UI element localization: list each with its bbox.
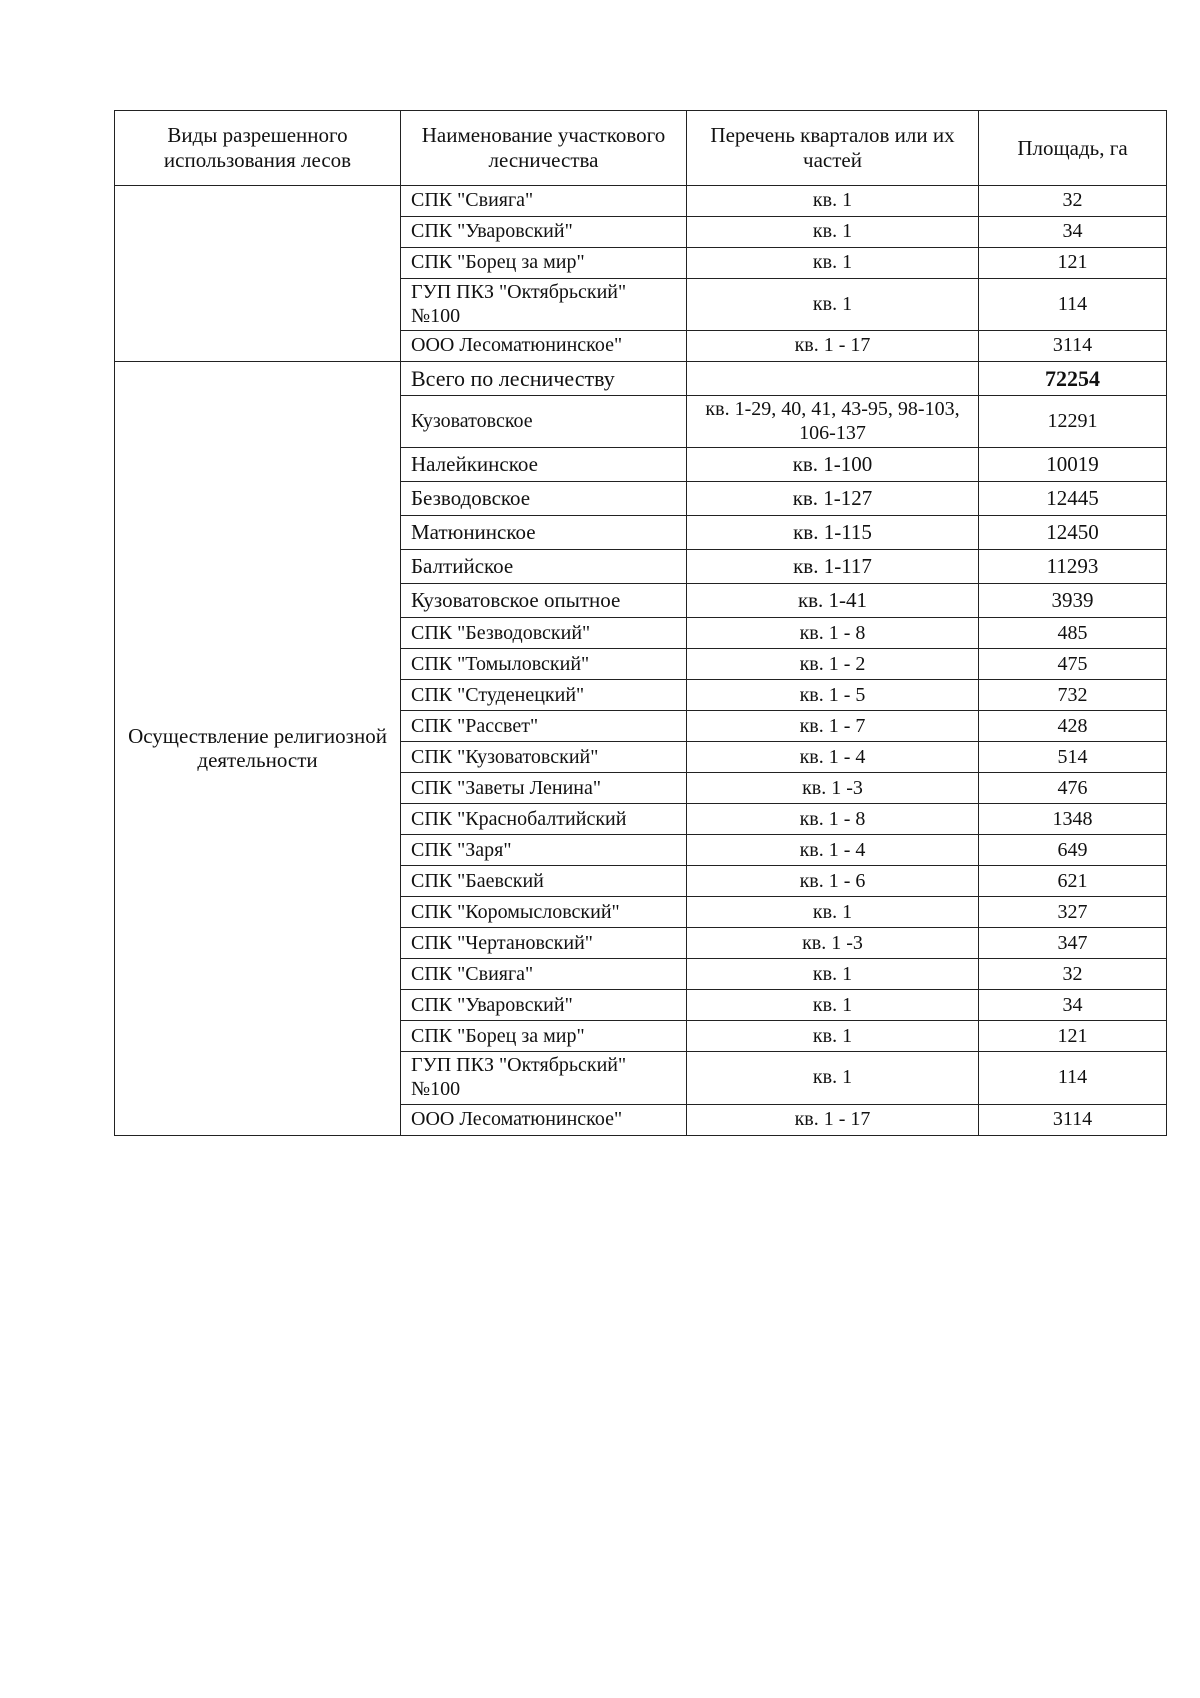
area-cell: 121 bbox=[979, 1021, 1167, 1052]
forestry-name-cell: СПК "Уваровский" bbox=[401, 990, 687, 1021]
area-cell: 428 bbox=[979, 711, 1167, 742]
area-cell: 3114 bbox=[979, 1104, 1167, 1135]
area-cell: 12450 bbox=[979, 516, 1167, 550]
forest-use-table bbox=[114, 110, 1167, 1136]
forestry-name-cell: СПК "Студенецкий" bbox=[401, 680, 687, 711]
header-forestry-name: Наименование участкового лесничества bbox=[401, 111, 687, 186]
area-cell: 32 bbox=[979, 959, 1167, 990]
quarters-cell: кв. 1-41 bbox=[687, 584, 979, 618]
quarters-cell: кв. 1 bbox=[687, 990, 979, 1021]
quarters-cell: кв. 1 bbox=[687, 1052, 979, 1104]
table-row bbox=[115, 186, 1167, 217]
quarters-cell: кв. 1 bbox=[687, 217, 979, 248]
area-cell: 72254 bbox=[979, 362, 1167, 396]
area-cell: 347 bbox=[979, 928, 1167, 959]
forestry-name-cell: Балтийское bbox=[401, 550, 687, 584]
quarters-cell: кв. 1 - 8 bbox=[687, 618, 979, 649]
area-cell: 32 bbox=[979, 186, 1167, 217]
area-cell: 327 bbox=[979, 897, 1167, 928]
quarters-cell: кв. 1-117 bbox=[687, 550, 979, 584]
area-cell: 475 bbox=[979, 649, 1167, 680]
quarters-cell: кв. 1 - 2 bbox=[687, 649, 979, 680]
quarters-cell: кв. 1 bbox=[687, 279, 979, 331]
document-page bbox=[114, 110, 1166, 1136]
area-cell: 649 bbox=[979, 835, 1167, 866]
area-cell: 10019 bbox=[979, 448, 1167, 482]
area-cell: 114 bbox=[979, 279, 1167, 331]
quarters-cell: кв. 1 -3 bbox=[687, 773, 979, 804]
quarters-cell: кв. 1 bbox=[687, 248, 979, 279]
header-area: Площадь, га bbox=[979, 111, 1167, 186]
forestry-name-cell: СПК "Борец за мир" bbox=[401, 248, 687, 279]
use-type-cell bbox=[115, 186, 401, 362]
forestry-name-cell: Матюнинское bbox=[401, 516, 687, 550]
area-cell: 12291 bbox=[979, 396, 1167, 448]
forestry-name-cell: СПК "Заветы Ленина" bbox=[401, 773, 687, 804]
forestry-name-cell: СПК "Чертановский" bbox=[401, 928, 687, 959]
use-type-religious: Осуществление религиозной деятельности bbox=[115, 362, 401, 1135]
area-cell: 121 bbox=[979, 248, 1167, 279]
area-cell: 621 bbox=[979, 866, 1167, 897]
quarters-cell: кв. 1 bbox=[687, 897, 979, 928]
area-cell: 1348 bbox=[979, 804, 1167, 835]
forestry-name-cell: СПК "Уваровский" bbox=[401, 217, 687, 248]
quarters-cell: кв. 1 - 4 bbox=[687, 835, 979, 866]
header-quarters: Перечень кварталов или их частей bbox=[687, 111, 979, 186]
area-cell: 3939 bbox=[979, 584, 1167, 618]
area-cell: 514 bbox=[979, 742, 1167, 773]
area-cell: 34 bbox=[979, 217, 1167, 248]
quarters-cell: кв. 1-100 bbox=[687, 448, 979, 482]
quarters-cell: кв. 1-127 bbox=[687, 482, 979, 516]
table-body bbox=[115, 186, 1167, 1136]
area-cell: 11293 bbox=[979, 550, 1167, 584]
quarters-cell: кв. 1 - 17 bbox=[687, 1104, 979, 1135]
forestry-name-cell: ГУП ПКЗ "Октябрьский" №100 bbox=[401, 279, 687, 331]
header-use-type: Виды разрешенного использования лесов bbox=[115, 111, 401, 186]
table-total-row bbox=[115, 362, 1167, 396]
area-cell: 12445 bbox=[979, 482, 1167, 516]
quarters-cell bbox=[687, 362, 979, 396]
quarters-cell: кв. 1 -3 bbox=[687, 928, 979, 959]
forestry-name-cell: СПК "Свияга" bbox=[401, 959, 687, 990]
forestry-name-cell: Безводовское bbox=[401, 482, 687, 516]
forestry-name-cell: ООО Лесоматюнинское" bbox=[401, 1104, 687, 1135]
forestry-name-cell: Кузоватовское bbox=[401, 396, 687, 448]
forestry-name-cell: СПК "Кузоватовский" bbox=[401, 742, 687, 773]
quarters-cell: кв. 1 - 5 bbox=[687, 680, 979, 711]
area-cell: 732 bbox=[979, 680, 1167, 711]
quarters-cell: кв. 1 - 6 bbox=[687, 866, 979, 897]
forestry-name-cell: СПК "Баевский bbox=[401, 866, 687, 897]
quarters-cell: кв. 1-29, 40, 41, 43-95, 98-103, 106-137 bbox=[687, 396, 979, 448]
quarters-cell: кв. 1 bbox=[687, 959, 979, 990]
area-cell: 3114 bbox=[979, 331, 1167, 362]
area-cell: 34 bbox=[979, 990, 1167, 1021]
forestry-name-cell: СПК "Свияга" bbox=[401, 186, 687, 217]
forestry-name-cell: ГУП ПКЗ "Октябрьский" №100 bbox=[401, 1052, 687, 1104]
forestry-name-cell: СПК "Коромысловский" bbox=[401, 897, 687, 928]
quarters-cell: кв. 1 bbox=[687, 186, 979, 217]
forestry-name-cell: СПК "Заря" bbox=[401, 835, 687, 866]
table-header-row bbox=[115, 111, 1167, 186]
quarters-cell: кв. 1 - 7 bbox=[687, 711, 979, 742]
forestry-name-cell: Всего по лесничеству bbox=[401, 362, 687, 396]
area-cell: 485 bbox=[979, 618, 1167, 649]
area-cell: 114 bbox=[979, 1052, 1167, 1104]
forestry-name-cell: Налейкинское bbox=[401, 448, 687, 482]
quarters-cell: кв. 1-115 bbox=[687, 516, 979, 550]
quarters-cell: кв. 1 bbox=[687, 1021, 979, 1052]
quarters-cell: кв. 1 - 8 bbox=[687, 804, 979, 835]
quarters-cell: кв. 1 - 17 bbox=[687, 331, 979, 362]
forestry-name-cell: СПК "Борец за мир" bbox=[401, 1021, 687, 1052]
area-cell: 476 bbox=[979, 773, 1167, 804]
forestry-name-cell: ООО Лесоматюнинское" bbox=[401, 331, 687, 362]
forestry-name-cell: СПК "Безводовский" bbox=[401, 618, 687, 649]
forestry-name-cell: Кузоватовское опытное bbox=[401, 584, 687, 618]
forestry-name-cell: СПК "Томыловский" bbox=[401, 649, 687, 680]
quarters-cell: кв. 1 - 4 bbox=[687, 742, 979, 773]
forestry-name-cell: СПК "Рассвет" bbox=[401, 711, 687, 742]
forestry-name-cell: СПК "Краснобалтийский bbox=[401, 804, 687, 835]
